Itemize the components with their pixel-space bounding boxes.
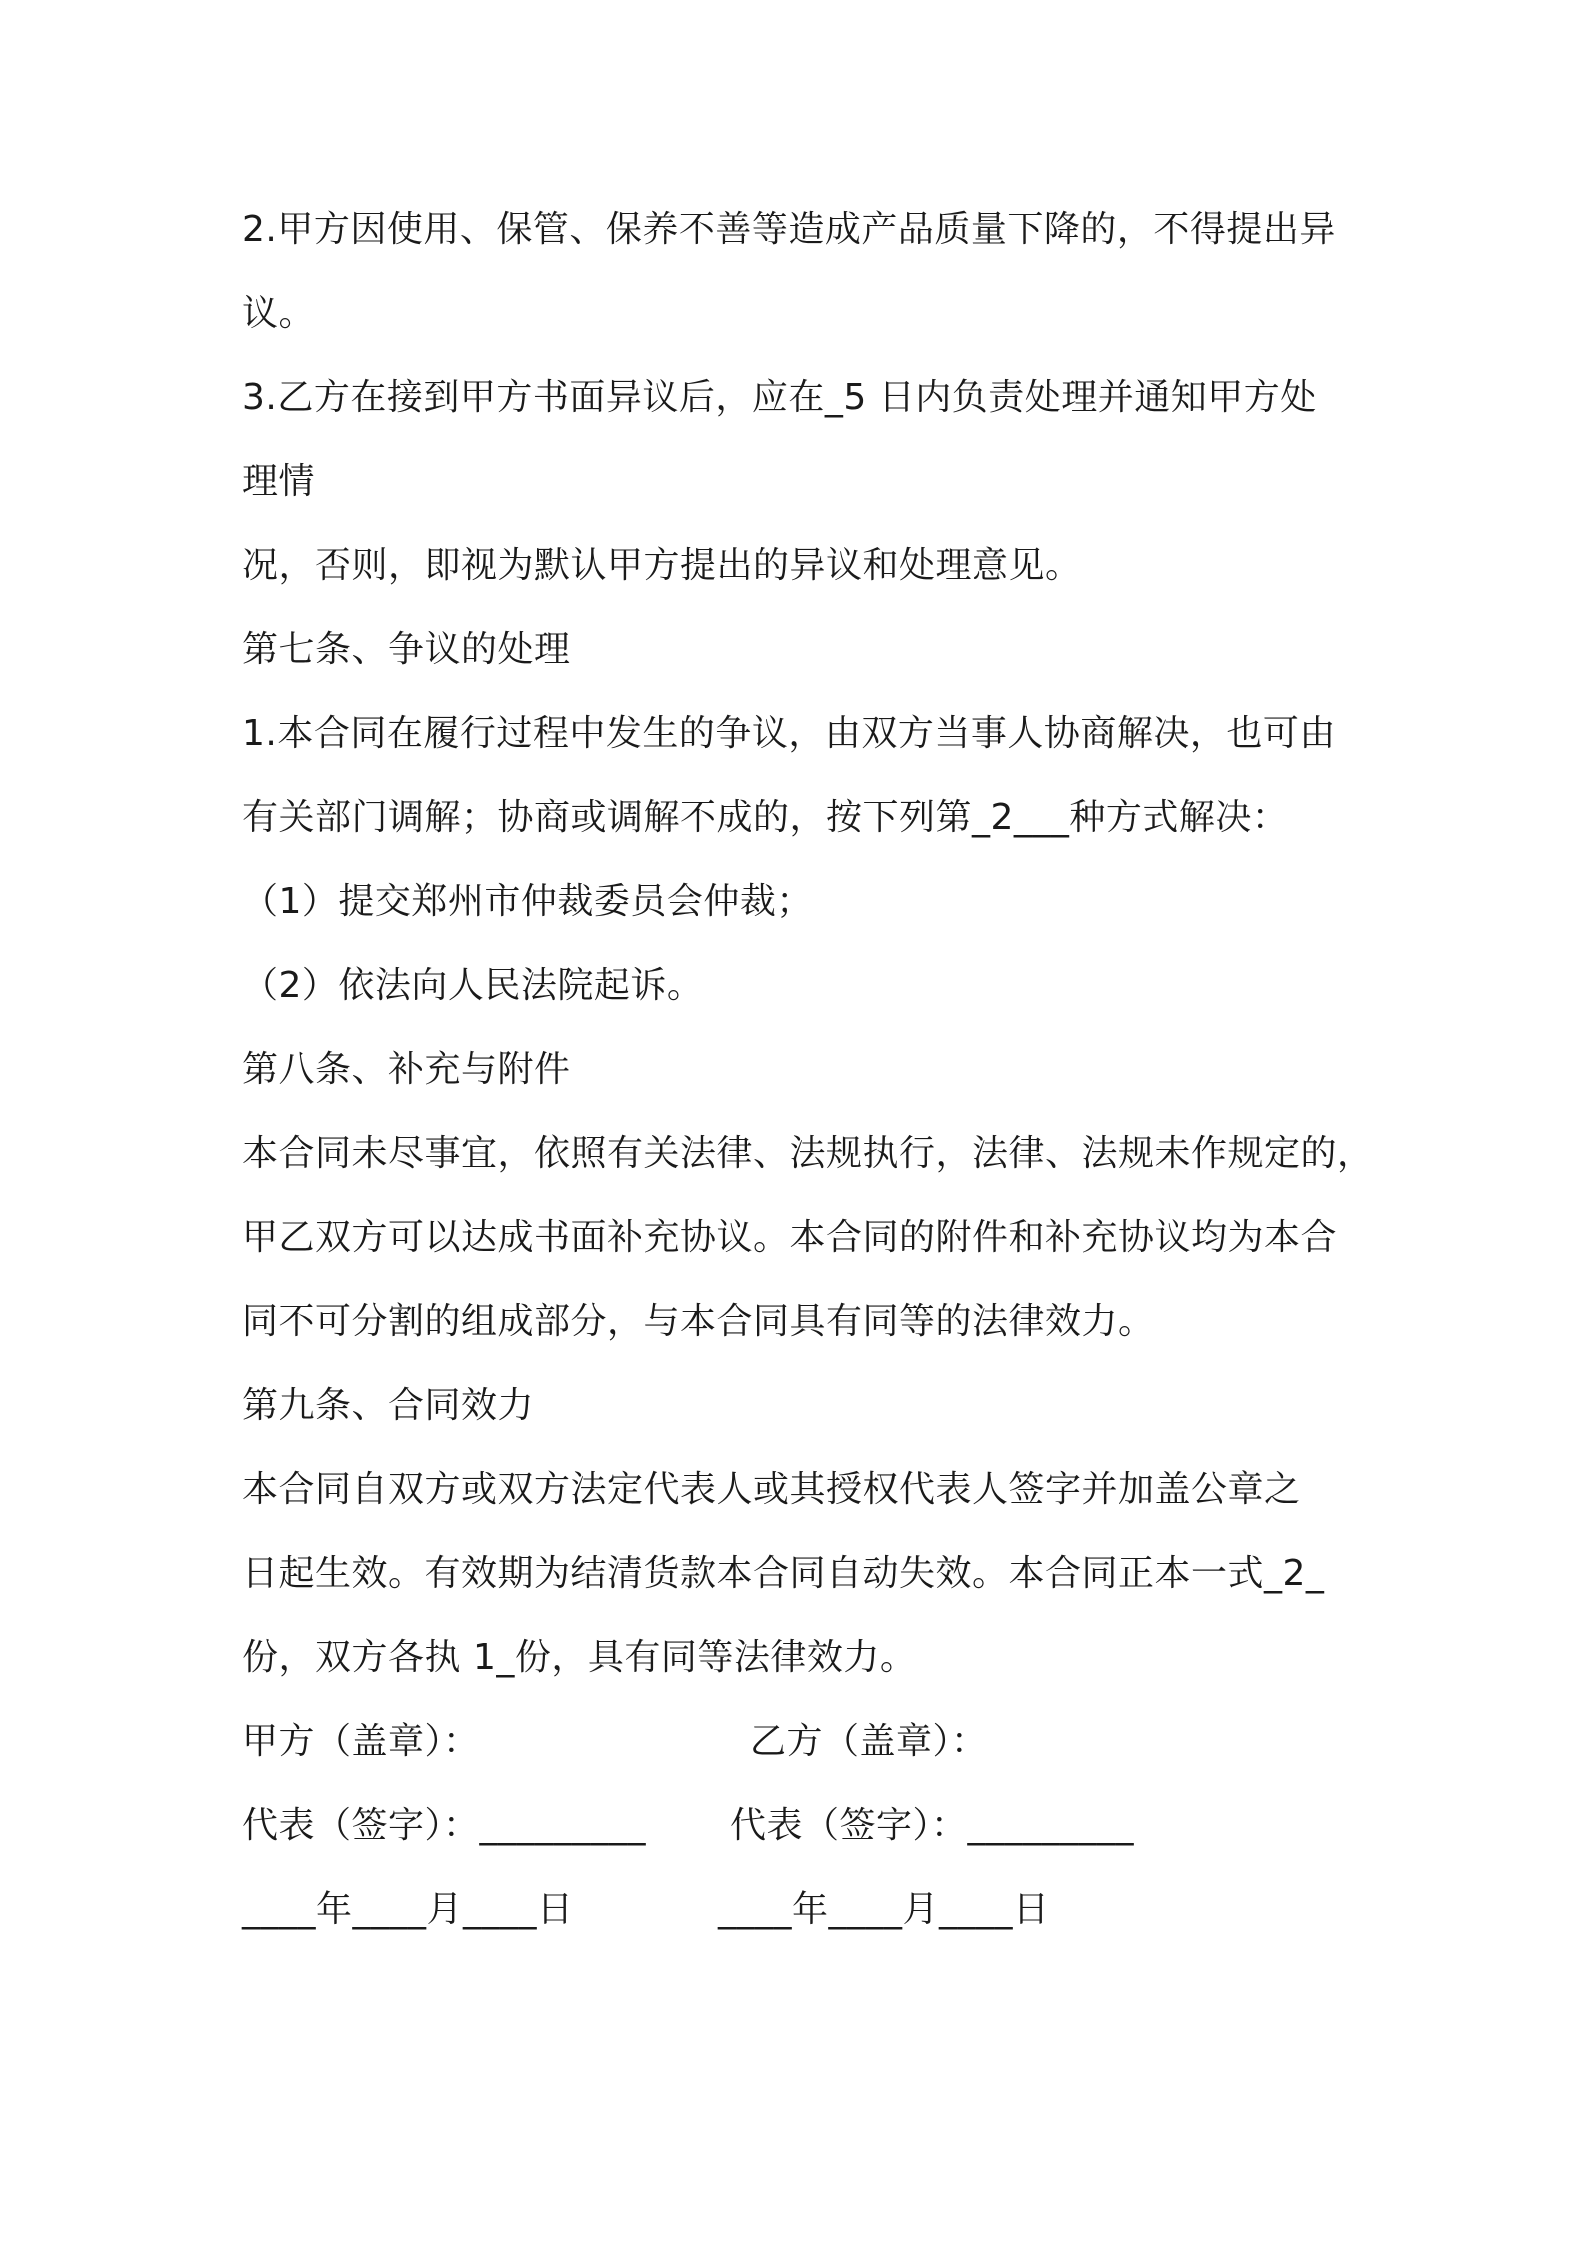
clause-8-body-cont-2: 同不可分割的组成部分，与本合同具有同等的法律效力。 [242,1301,1155,1342]
clause-7-heading: 第七条、争议的处理 [242,629,571,670]
party-a-seal-label: 甲方（盖章）： [242,1721,480,1762]
clause-8-body: 本合同未尽事宜，依照有关法律、法规执行，法律、法规未作规定的， [242,1133,1374,1174]
clause-6-item-2-cont: 议。 [242,293,316,334]
clause-8-body-cont: 甲乙双方可以达成书面补充协议。本合同的附件和补充协议均为本合 [242,1217,1338,1258]
clause-9-body: 本合同自双方或双方法定代表人或其授权代表人签字并加盖公章之 [242,1469,1301,1510]
clause-7-item-1-cont: 有关部门调解；协商或调解不成的，按下列第_2___种方式解决： [242,797,1289,838]
clause-6-item-3-cont: 理情 [242,461,316,502]
party-a-date: ____年____月____日 [242,1889,574,1930]
clause-6-item-2: 2.甲方因使用、保管、保养不善等造成产品质量下降的，不得提出异 [242,209,1336,250]
clause-7-option-2: （2）依法向人民法院起诉。 [242,965,704,1006]
party-b-representative: 代表（签字）：_________ [730,1805,1135,1846]
clause-6-item-3: 3.乙方在接到甲方书面异议后，应在_5 日内负责处理并通知甲方处 [242,377,1317,418]
clause-7-option-1: （1）提交郑州市仲裁委员会仲裁； [242,881,813,922]
clause-9-body-cont: 日起生效。有效期为结清货款本合同自动失效。本合同正本一式_2_ [242,1553,1325,1594]
clause-6-item-3-cont-2: 况，否则，即视为默认甲方提出的异议和处理意见。 [242,545,1082,586]
clause-9-body-cont-2: 份，双方各执 1_份，具有同等法律效力。 [242,1637,917,1678]
clause-7-item-1: 1.本合同在履行过程中发生的争议，由双方当事人协商解决，也可由 [242,713,1336,754]
party-b-date: ____年____月____日 [718,1889,1050,1930]
clause-8-heading: 第八条、补充与附件 [242,1049,571,1090]
party-a-representative: 代表（签字）：_________ [242,1805,647,1846]
party-b-seal-label: 乙方（盖章）： [750,1721,988,1762]
clause-9-heading: 第九条、合同效力 [242,1385,535,1426]
